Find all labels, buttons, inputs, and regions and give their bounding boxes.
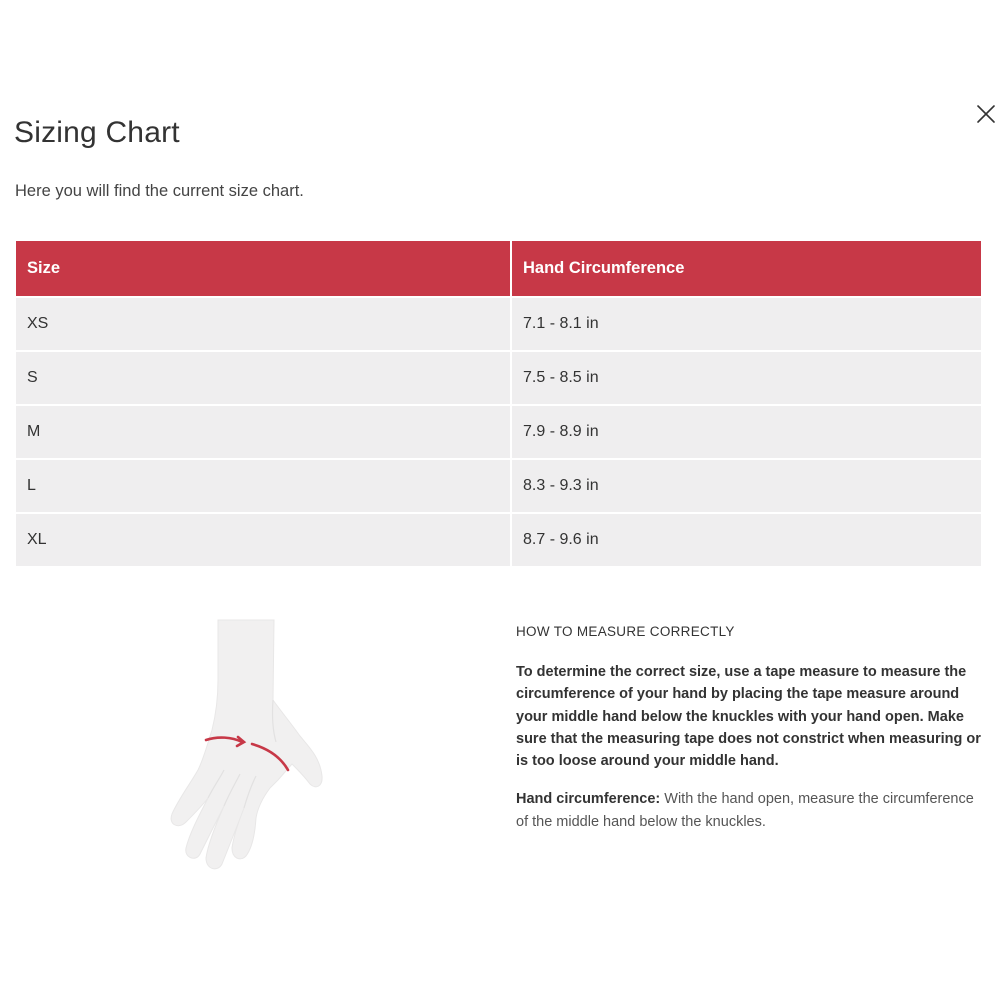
hand-icon [160, 618, 330, 873]
modal-subtitle: Here you will find the current size chart. [15, 182, 304, 200]
size-cell: S [16, 351, 511, 405]
circumference-cell: 7.9 - 8.9 in [511, 405, 981, 459]
measure-instructions-text: To determine the correct size, use a tape measure to measure the circumference of your hand by placing the tape measure around your middle hand below the knuckles with your hand open. Make sure that the measuring tape does not constrict when measuring or is too loose around your middle hand. [516, 664, 981, 770]
measure-instructions-section [516, 622, 986, 833]
column-header-circumference: Hand Circumference [511, 241, 981, 297]
size-table [16, 241, 981, 568]
circumference-cell: 8.3 - 9.3 in [511, 459, 981, 513]
size-cell: M [16, 405, 511, 459]
size-cell: L [16, 459, 511, 513]
measure-heading: HOW TO MEASURE CORRECTLY [516, 624, 735, 639]
note-text: With the hand open, measure the circumference of the middle hand below the knuckles. [516, 791, 974, 830]
hand-circumference-note [516, 788, 986, 833]
table-row [16, 297, 981, 351]
table-row [16, 459, 981, 513]
close-icon [973, 101, 999, 127]
close-button[interactable] [973, 101, 999, 127]
circumference-cell: 7.1 - 8.1 in [511, 297, 981, 351]
table-row [16, 513, 981, 567]
table-header-row [16, 241, 981, 297]
table-row [16, 351, 981, 405]
size-cell: XL [16, 513, 511, 567]
circumference-cell: 7.5 - 8.5 in [511, 351, 981, 405]
column-header-size: Size [16, 241, 511, 297]
note-label: Hand circumference: [516, 791, 661, 808]
table-row [16, 405, 981, 459]
size-cell: XS [16, 297, 511, 351]
modal-title: Sizing Chart [14, 116, 180, 149]
circumference-cell: 8.7 - 9.6 in [511, 513, 981, 567]
hand-measure-illustration [160, 618, 330, 873]
